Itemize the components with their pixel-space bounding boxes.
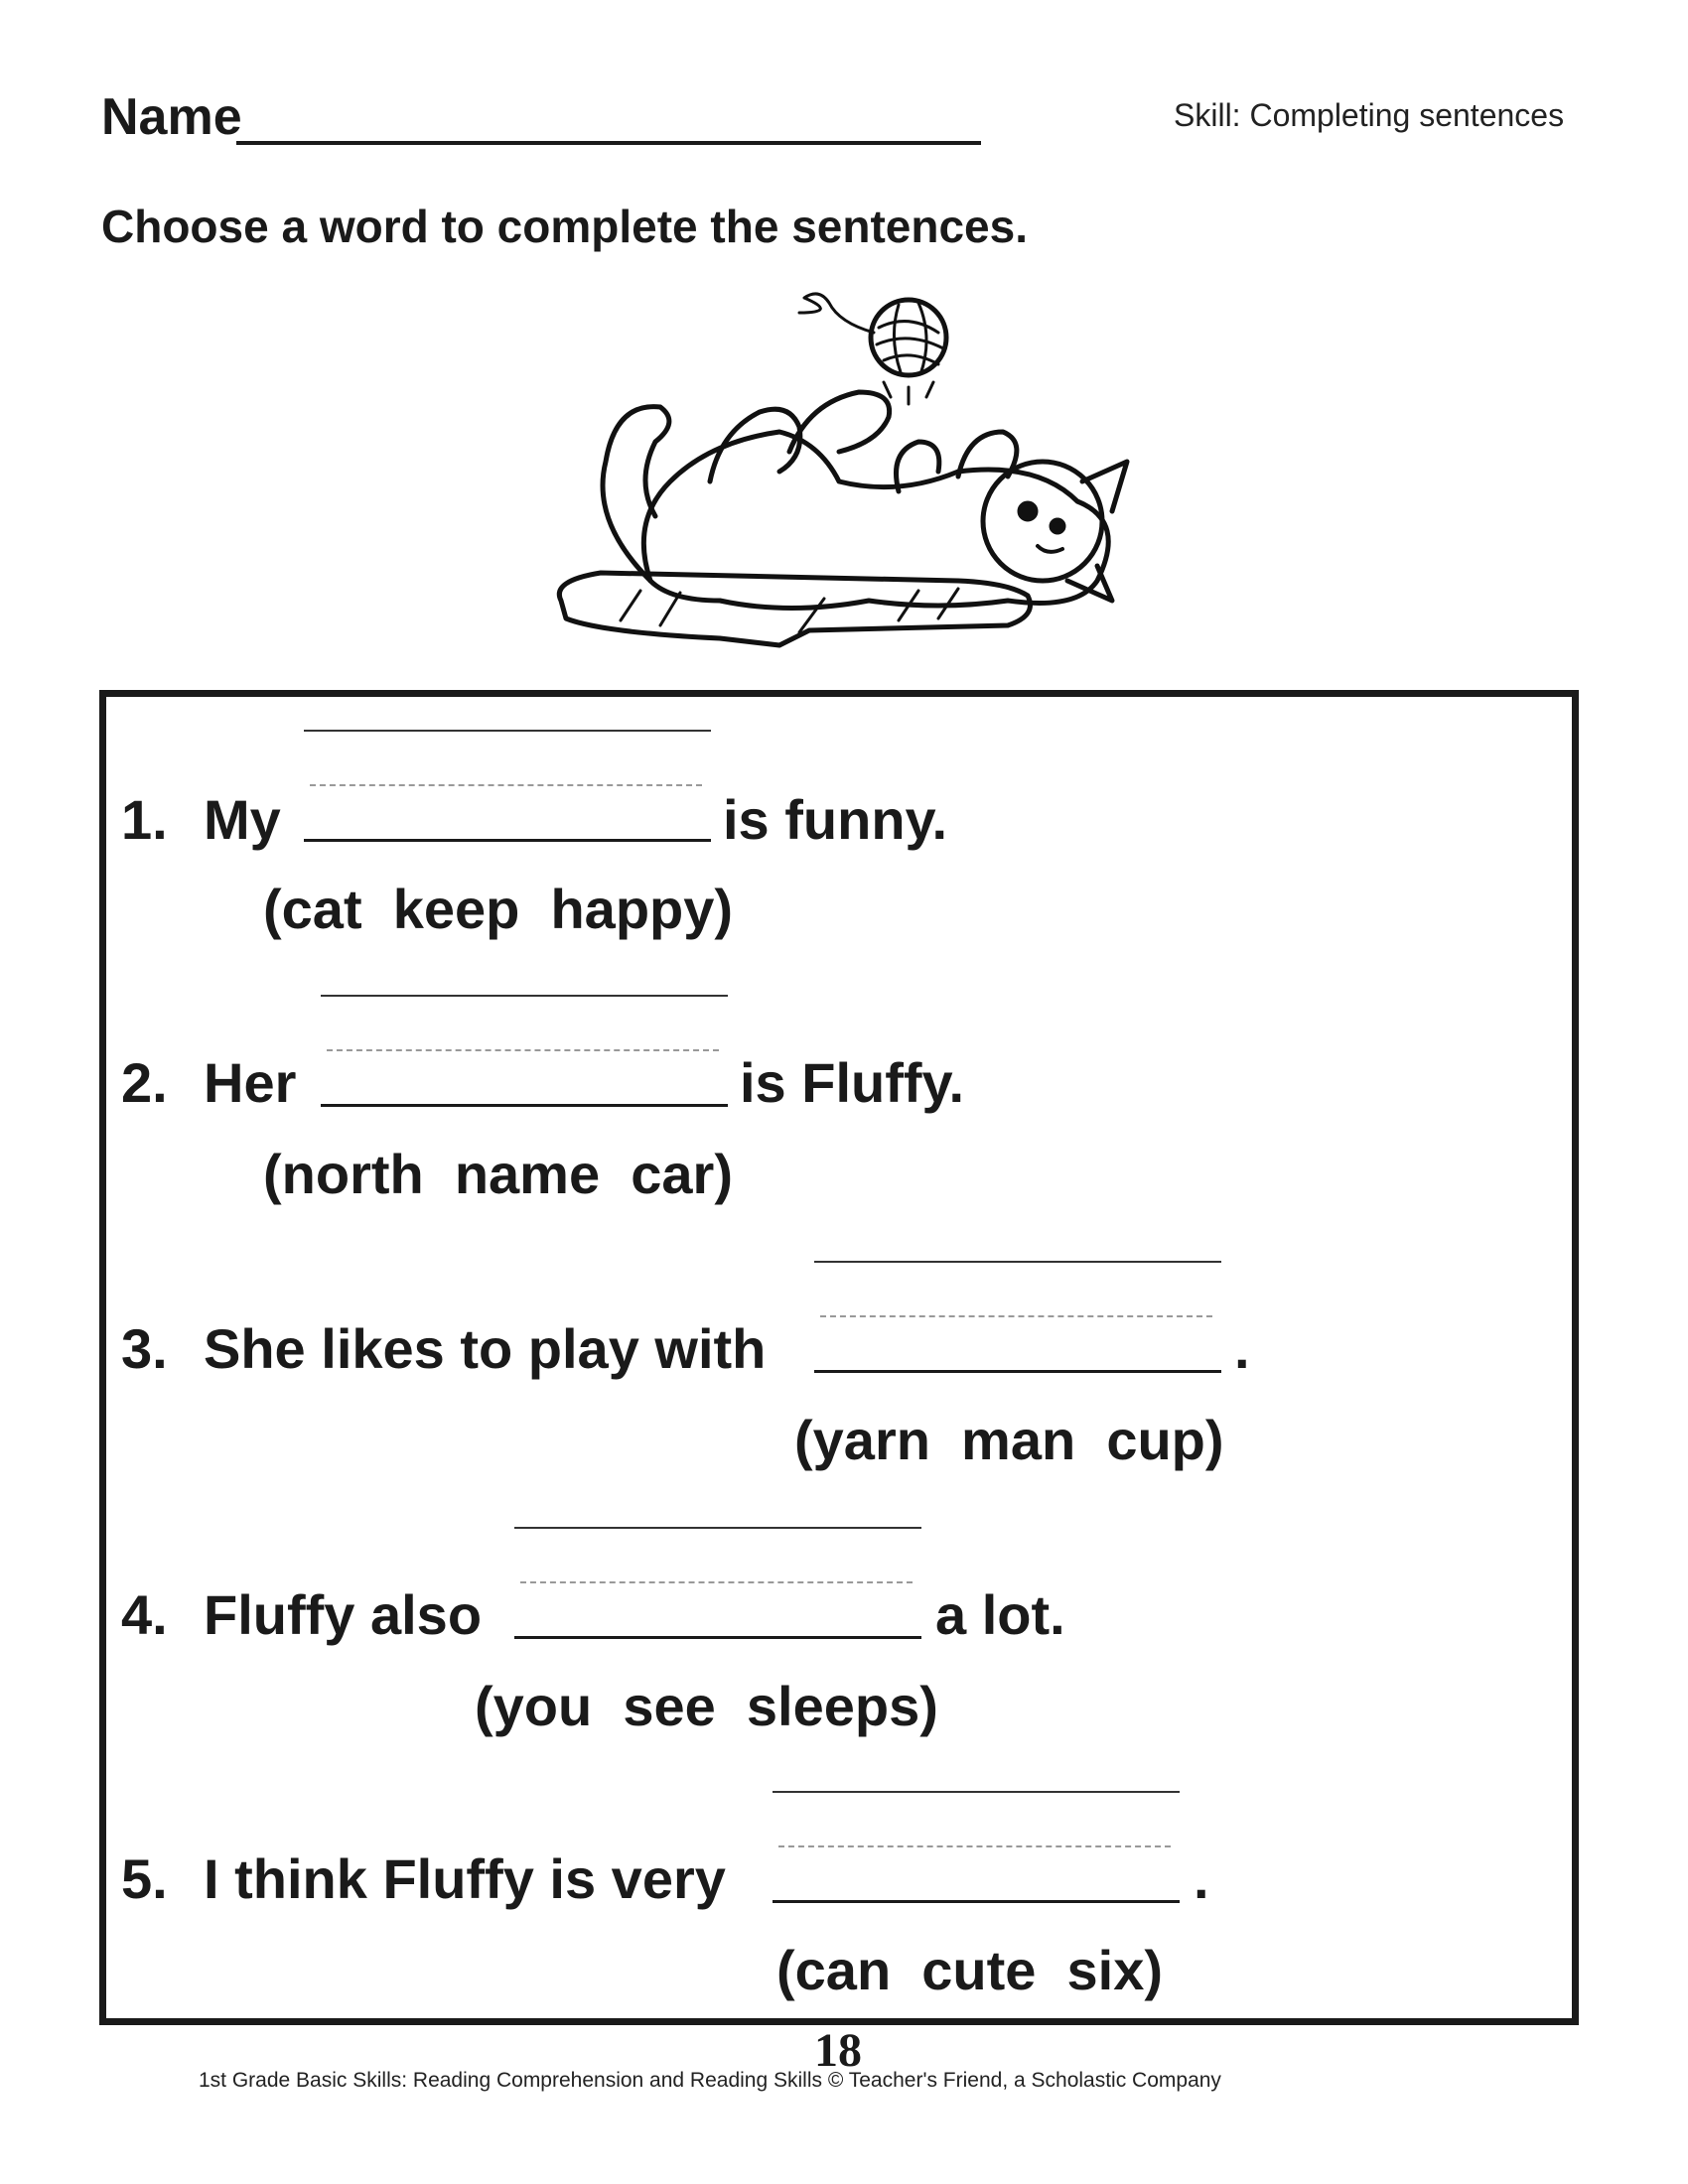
q5-answer-blank[interactable] (773, 1900, 1180, 1903)
question-5-choices: (can cute six) (776, 1939, 1164, 2001)
footer-credit: 1st Grade Basic Skills: Reading Comprehension and Reading Skills © Teacher's Friend, a Scholastic Company (199, 2069, 1221, 2092)
q4-answer-blank[interactable] (514, 1636, 921, 1639)
name-label: Name (101, 88, 242, 146)
q1-writing-line-top (304, 730, 711, 732)
q2-answer-blank[interactable] (321, 1104, 728, 1107)
name-input-line[interactable] (236, 141, 981, 145)
cat-with-yarn-illustration (541, 283, 1177, 700)
question-1-text-before: My (204, 788, 281, 851)
question-3-choices: (yarn man cup) (794, 1409, 1224, 1471)
question-2-text-after: is Fluffy. (740, 1051, 965, 1114)
question-1-choices: (cat keep happy) (263, 878, 734, 940)
q3-writing-line-top (814, 1261, 1221, 1263)
q2-writing-line-dashed (327, 1049, 719, 1051)
skill-label: Skill: Completing sentences (1174, 97, 1565, 133)
question-5-number: 5. (121, 1847, 168, 1910)
q1-answer-blank[interactable] (304, 839, 711, 842)
q4-writing-line-top (514, 1527, 921, 1529)
question-4-choices: (you see sleeps) (475, 1675, 938, 1737)
question-5-text-before: I think Fluffy is very (204, 1847, 726, 1910)
question-2-number: 2. (121, 1051, 168, 1114)
question-4-text-after: a lot. (935, 1583, 1065, 1646)
question-3-text-after: . (1234, 1317, 1250, 1380)
q5-writing-line-dashed (778, 1845, 1171, 1847)
question-4-number: 4. (121, 1583, 168, 1646)
q2-writing-line-top (321, 995, 728, 997)
q4-writing-line-dashed (520, 1581, 913, 1583)
question-5-text-after: . (1194, 1847, 1209, 1910)
question-2-text-before: Her (204, 1051, 297, 1114)
question-1-text-after: is funny. (723, 788, 948, 851)
q3-writing-line-dashed (820, 1315, 1212, 1317)
question-2-choices: (north name car) (263, 1143, 733, 1205)
q3-answer-blank[interactable] (814, 1370, 1221, 1373)
question-3-text-before: She likes to play with (204, 1317, 767, 1380)
q1-writing-line-dashed (310, 784, 702, 786)
question-3-number: 3. (121, 1317, 168, 1380)
q5-writing-line-top (773, 1791, 1180, 1793)
instructions: Choose a word to complete the sentences. (101, 201, 1028, 252)
question-4-text-before: Fluffy also (204, 1583, 483, 1646)
question-1-number: 1. (121, 788, 168, 851)
page-number: 18 (814, 2024, 862, 2077)
